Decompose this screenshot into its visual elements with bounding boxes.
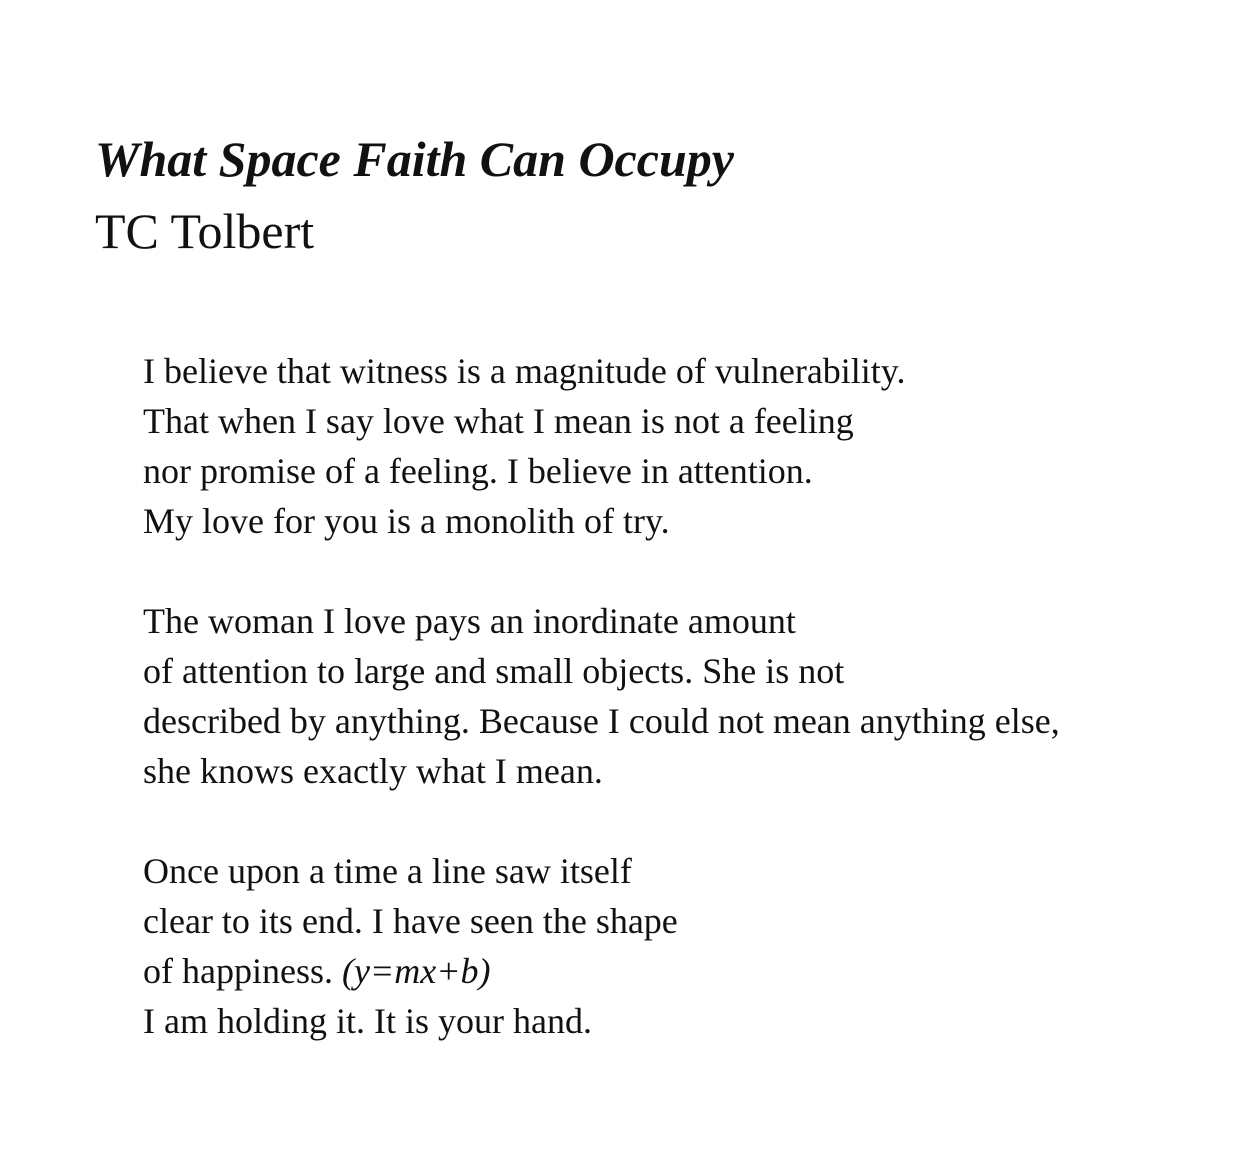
poem-body [143, 346, 1223, 1096]
poem-line: she knows exactly what I mean. [143, 751, 603, 791]
poem-line-text: of happiness. [143, 951, 342, 991]
poem-line: The woman I love pays an inordinate amount [143, 601, 796, 641]
stanza-1 [143, 346, 1223, 546]
poem-line: nor promise of a feeling. I believe in attention. [143, 451, 813, 491]
poem-line: clear to its end. I have seen the shape [143, 901, 678, 941]
poem-line: described by anything. Because I could not mean anything else, [143, 701, 1060, 741]
poem-line: My love for you is a monolith of try. [143, 501, 670, 541]
stanza-2 [143, 596, 1223, 796]
equation-text: (y=mx+b) [341, 951, 491, 991]
poem-title: What Space Faith Can Occupy [95, 131, 734, 187]
poem-author: TC Tolbert [95, 203, 315, 259]
poem-line: Once upon a time a line saw itself [143, 851, 632, 891]
poem-line: of attention to large and small objects. She is not [143, 651, 845, 691]
poem-line: That when I say love what I mean is not a feeling [143, 401, 854, 441]
poem-line-with-equation [143, 946, 1223, 996]
poem-line: I am holding it. It is your hand. [143, 1001, 592, 1041]
stanza-3 [143, 846, 1223, 1046]
poem-line: I believe that witness is a magnitude of vulnerability. [143, 351, 906, 391]
